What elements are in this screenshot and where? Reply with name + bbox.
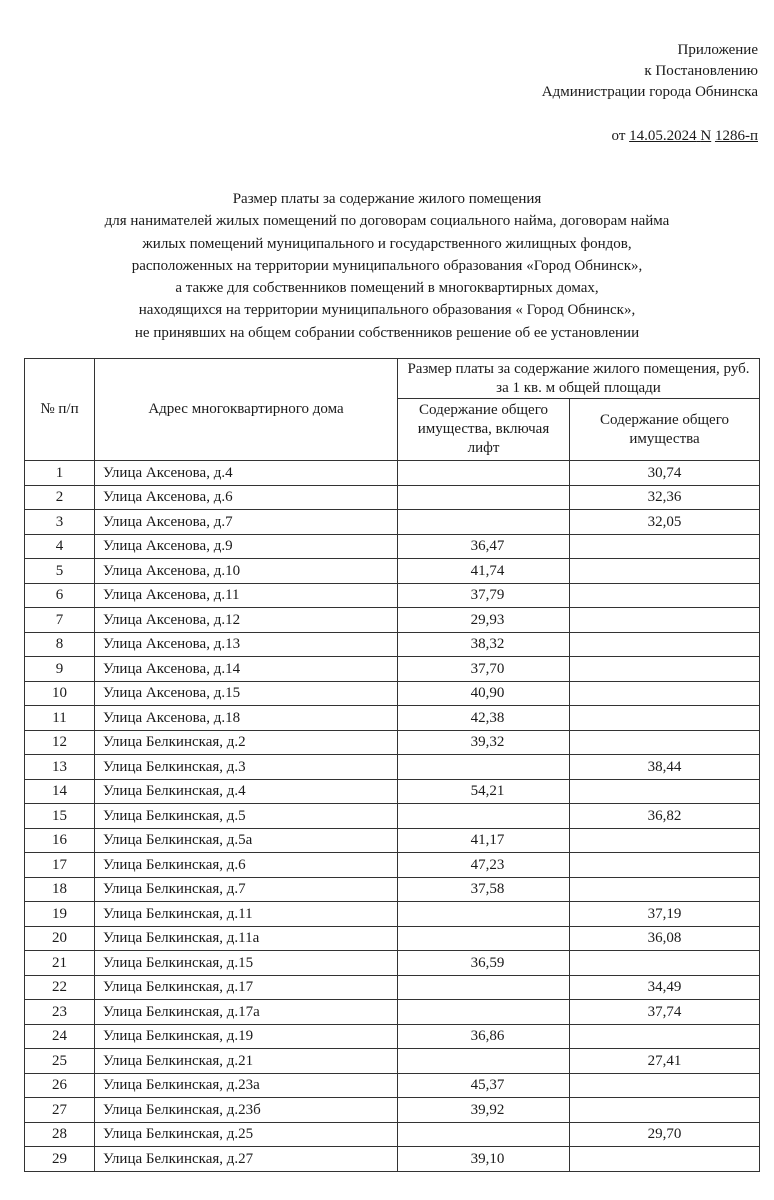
row-number: 12 xyxy=(25,730,95,755)
row-fee-with-lift xyxy=(398,1049,570,1074)
row-address: Улица Белкинская, д.5 xyxy=(95,804,398,829)
table-row xyxy=(25,951,760,976)
row-address: Улица Белкинская, д.15 xyxy=(95,951,398,976)
row-fee-without-lift: 32,05 xyxy=(570,510,760,535)
row-address: Улица Аксенова, д.6 xyxy=(95,485,398,510)
row-number: 20 xyxy=(25,926,95,951)
row-fee-with-lift: 37,58 xyxy=(398,877,570,902)
row-fee-with-lift xyxy=(398,1000,570,1025)
row-number: 16 xyxy=(25,828,95,853)
title-line: а также для собственников помещений в многоквартирных домах, xyxy=(175,280,599,297)
row-fee-without-lift xyxy=(570,534,760,559)
row-address: Улица Аксенова, д.9 xyxy=(95,534,398,559)
row-fee-without-lift xyxy=(570,951,760,976)
row-number: 19 xyxy=(25,902,95,927)
row-fee-with-lift: 39,32 xyxy=(398,730,570,755)
title-line: расположенных на территории муниципального образования «Город Обнинск», xyxy=(131,257,643,274)
appendix-block xyxy=(542,40,758,103)
table-row xyxy=(25,828,760,853)
order-reference xyxy=(612,126,758,146)
row-fee-without-lift: 36,08 xyxy=(570,926,760,951)
row-number: 6 xyxy=(25,583,95,608)
row-fee-without-lift: 38,44 xyxy=(570,755,760,780)
row-number: 5 xyxy=(25,559,95,584)
row-fee-without-lift: 34,49 xyxy=(570,975,760,1000)
row-address: Улица Аксенова, д.4 xyxy=(95,461,398,486)
row-fee-with-lift: 37,79 xyxy=(398,583,570,608)
row-fee-with-lift: 54,21 xyxy=(398,779,570,804)
appendix-line: Приложение xyxy=(677,42,758,58)
row-fee-with-lift: 41,17 xyxy=(398,828,570,853)
row-number: 25 xyxy=(25,1049,95,1074)
row-number: 26 xyxy=(25,1073,95,1098)
row-fee-without-lift xyxy=(570,608,760,633)
row-number: 10 xyxy=(25,681,95,706)
row-address: Улица Аксенова, д.7 xyxy=(95,510,398,535)
row-number: 18 xyxy=(25,877,95,902)
table-row xyxy=(25,1122,760,1147)
row-fee-without-lift: 29,70 xyxy=(570,1122,760,1147)
row-number: 23 xyxy=(25,1000,95,1025)
appendix-line: к Постановлению xyxy=(644,63,758,79)
row-number: 24 xyxy=(25,1024,95,1049)
row-fee-with-lift: 41,74 xyxy=(398,559,570,584)
row-fee-with-lift xyxy=(398,755,570,780)
row-fee-with-lift xyxy=(398,902,570,927)
row-number: 9 xyxy=(25,657,95,682)
row-address: Улица Белкинская, д.23а xyxy=(95,1073,398,1098)
row-address: Улица Белкинская, д.19 xyxy=(95,1024,398,1049)
table-row xyxy=(25,1000,760,1025)
row-fee-without-lift xyxy=(570,681,760,706)
row-address: Улица Аксенова, д.18 xyxy=(95,706,398,731)
row-address: Улица Белкинская, д.4 xyxy=(95,779,398,804)
row-address: Улица Белкинская, д.17а xyxy=(95,1000,398,1025)
row-number: 1 xyxy=(25,461,95,486)
table-row xyxy=(25,755,760,780)
row-number: 15 xyxy=(25,804,95,829)
table-row xyxy=(25,877,760,902)
row-fee-with-lift: 39,92 xyxy=(398,1098,570,1123)
row-fee-without-lift xyxy=(570,706,760,731)
row-fee-without-lift xyxy=(570,779,760,804)
order-number: 1286-п xyxy=(714,128,758,144)
table-row xyxy=(25,632,760,657)
row-fee-without-lift: 30,74 xyxy=(570,461,760,486)
document-title xyxy=(0,188,774,344)
row-fee-without-lift: 36,82 xyxy=(570,804,760,829)
row-number: 3 xyxy=(25,510,95,535)
row-address: Улица Белкинская, д.6 xyxy=(95,853,398,878)
row-fee-without-lift: 37,19 xyxy=(570,902,760,927)
row-fee-with-lift xyxy=(398,926,570,951)
row-fee-without-lift xyxy=(570,1098,760,1123)
row-fee-with-lift: 40,90 xyxy=(398,681,570,706)
row-number: 8 xyxy=(25,632,95,657)
header-fee-group: Размер платы за содержание жилого помещения, руб. за 1 кв. м общей площади xyxy=(398,359,760,399)
title-line: Размер платы за содержание жилого помещения xyxy=(232,191,542,207)
row-fee-with-lift xyxy=(398,485,570,510)
row-fee-with-lift: 29,93 xyxy=(398,608,570,633)
header-address: Адрес многоквартирного дома xyxy=(95,359,398,461)
row-address: Улица Белкинская, д.2 xyxy=(95,730,398,755)
table-row xyxy=(25,926,760,951)
table-row xyxy=(25,510,760,535)
row-fee-with-lift: 36,47 xyxy=(398,534,570,559)
row-fee-with-lift: 47,23 xyxy=(398,853,570,878)
title-line: жилых помещений муниципального и государственного жилищных фондов, xyxy=(142,235,632,252)
title-line: не принявших на общем собрании собственников решение об ее установлении xyxy=(134,324,640,341)
title-line: для нанимателей жилых помещений по договорам социального найма, договорам найма xyxy=(104,213,670,230)
row-number: 17 xyxy=(25,853,95,878)
row-number: 22 xyxy=(25,975,95,1000)
row-fee-without-lift xyxy=(570,877,760,902)
row-fee-with-lift: 37,70 xyxy=(398,657,570,682)
table-row xyxy=(25,583,760,608)
row-address: Улица Аксенова, д.13 xyxy=(95,632,398,657)
table-row xyxy=(25,902,760,927)
row-fee-with-lift: 42,38 xyxy=(398,706,570,731)
row-address: Улица Белкинская, д.21 xyxy=(95,1049,398,1074)
table-row xyxy=(25,608,760,633)
row-fee-with-lift: 45,37 xyxy=(398,1073,570,1098)
row-address: Улица Аксенова, д.12 xyxy=(95,608,398,633)
table-row xyxy=(25,853,760,878)
row-fee-with-lift xyxy=(398,461,570,486)
table-row xyxy=(25,657,760,682)
order-prefix: от xyxy=(611,128,626,144)
row-number: 4 xyxy=(25,534,95,559)
row-fee-with-lift xyxy=(398,1122,570,1147)
row-address: Улица Белкинская, д.11а xyxy=(95,926,398,951)
row-fee-with-lift xyxy=(398,510,570,535)
table-row xyxy=(25,1073,760,1098)
order-number-sign: N xyxy=(700,128,712,144)
table-row xyxy=(25,1098,760,1123)
row-fee-with-lift: 36,86 xyxy=(398,1024,570,1049)
row-fee-without-lift xyxy=(570,657,760,682)
row-fee-without-lift xyxy=(570,1073,760,1098)
header-without-lift: Содержание общего имущества xyxy=(570,399,760,461)
table-row xyxy=(25,779,760,804)
row-fee-without-lift xyxy=(570,730,760,755)
row-address: Улица Аксенова, д.14 xyxy=(95,657,398,682)
row-number: 13 xyxy=(25,755,95,780)
row-number: 2 xyxy=(25,485,95,510)
row-address: Улица Белкинская, д.7 xyxy=(95,877,398,902)
table-row xyxy=(25,534,760,559)
table-row xyxy=(25,804,760,829)
row-address: Улица Белкинская, д.25 xyxy=(95,1122,398,1147)
row-fee-without-lift xyxy=(570,559,760,584)
row-number: 11 xyxy=(25,706,95,731)
row-address: Улица Белкинская, д.5а xyxy=(95,828,398,853)
table-row xyxy=(25,559,760,584)
header-num: № п/п xyxy=(25,359,95,461)
title-line: находящихся на территории муниципального образования « Город Обнинск», xyxy=(138,302,636,319)
row-number: 7 xyxy=(25,608,95,633)
row-number: 28 xyxy=(25,1122,95,1147)
row-address: Улица Белкинская, д.3 xyxy=(95,755,398,780)
row-address: Улица Белкинская, д.23б xyxy=(95,1098,398,1123)
row-address: Улица Аксенова, д.11 xyxy=(95,583,398,608)
table-row xyxy=(25,681,760,706)
row-fee-without-lift xyxy=(570,853,760,878)
order-date: 14.05.2024 xyxy=(629,128,697,144)
table-row xyxy=(25,485,760,510)
row-fee-without-lift xyxy=(570,1024,760,1049)
table-row xyxy=(25,461,760,486)
row-fee-without-lift: 32,36 xyxy=(570,485,760,510)
row-fee-without-lift xyxy=(570,1147,760,1172)
fee-table xyxy=(24,358,760,1172)
row-fee-with-lift xyxy=(398,804,570,829)
row-address: Улица Белкинская, д.27 xyxy=(95,1147,398,1172)
row-fee-without-lift xyxy=(570,828,760,853)
row-fee-without-lift xyxy=(570,632,760,657)
table-row xyxy=(25,1049,760,1074)
row-number: 29 xyxy=(25,1147,95,1172)
row-address: Улица Аксенова, д.10 xyxy=(95,559,398,584)
row-fee-with-lift xyxy=(398,975,570,1000)
row-fee-without-lift xyxy=(570,583,760,608)
table-row xyxy=(25,1147,760,1172)
row-address: Улица Аксенова, д.15 xyxy=(95,681,398,706)
row-number: 14 xyxy=(25,779,95,804)
table-row xyxy=(25,1024,760,1049)
appendix-line: Администрации города Обнинска xyxy=(541,84,758,100)
row-fee-with-lift: 39,10 xyxy=(398,1147,570,1172)
table-row xyxy=(25,975,760,1000)
table-row xyxy=(25,730,760,755)
row-fee-with-lift: 36,59 xyxy=(398,951,570,976)
row-number: 21 xyxy=(25,951,95,976)
row-fee-without-lift: 27,41 xyxy=(570,1049,760,1074)
row-number: 27 xyxy=(25,1098,95,1123)
header-with-lift: Содержание общего имущества, включая лифт xyxy=(398,399,570,461)
row-fee-without-lift: 37,74 xyxy=(570,1000,760,1025)
row-address: Улица Белкинская, д.11 xyxy=(95,902,398,927)
row-address: Улица Белкинская, д.17 xyxy=(95,975,398,1000)
table-row xyxy=(25,706,760,731)
row-fee-with-lift: 38,32 xyxy=(398,632,570,657)
